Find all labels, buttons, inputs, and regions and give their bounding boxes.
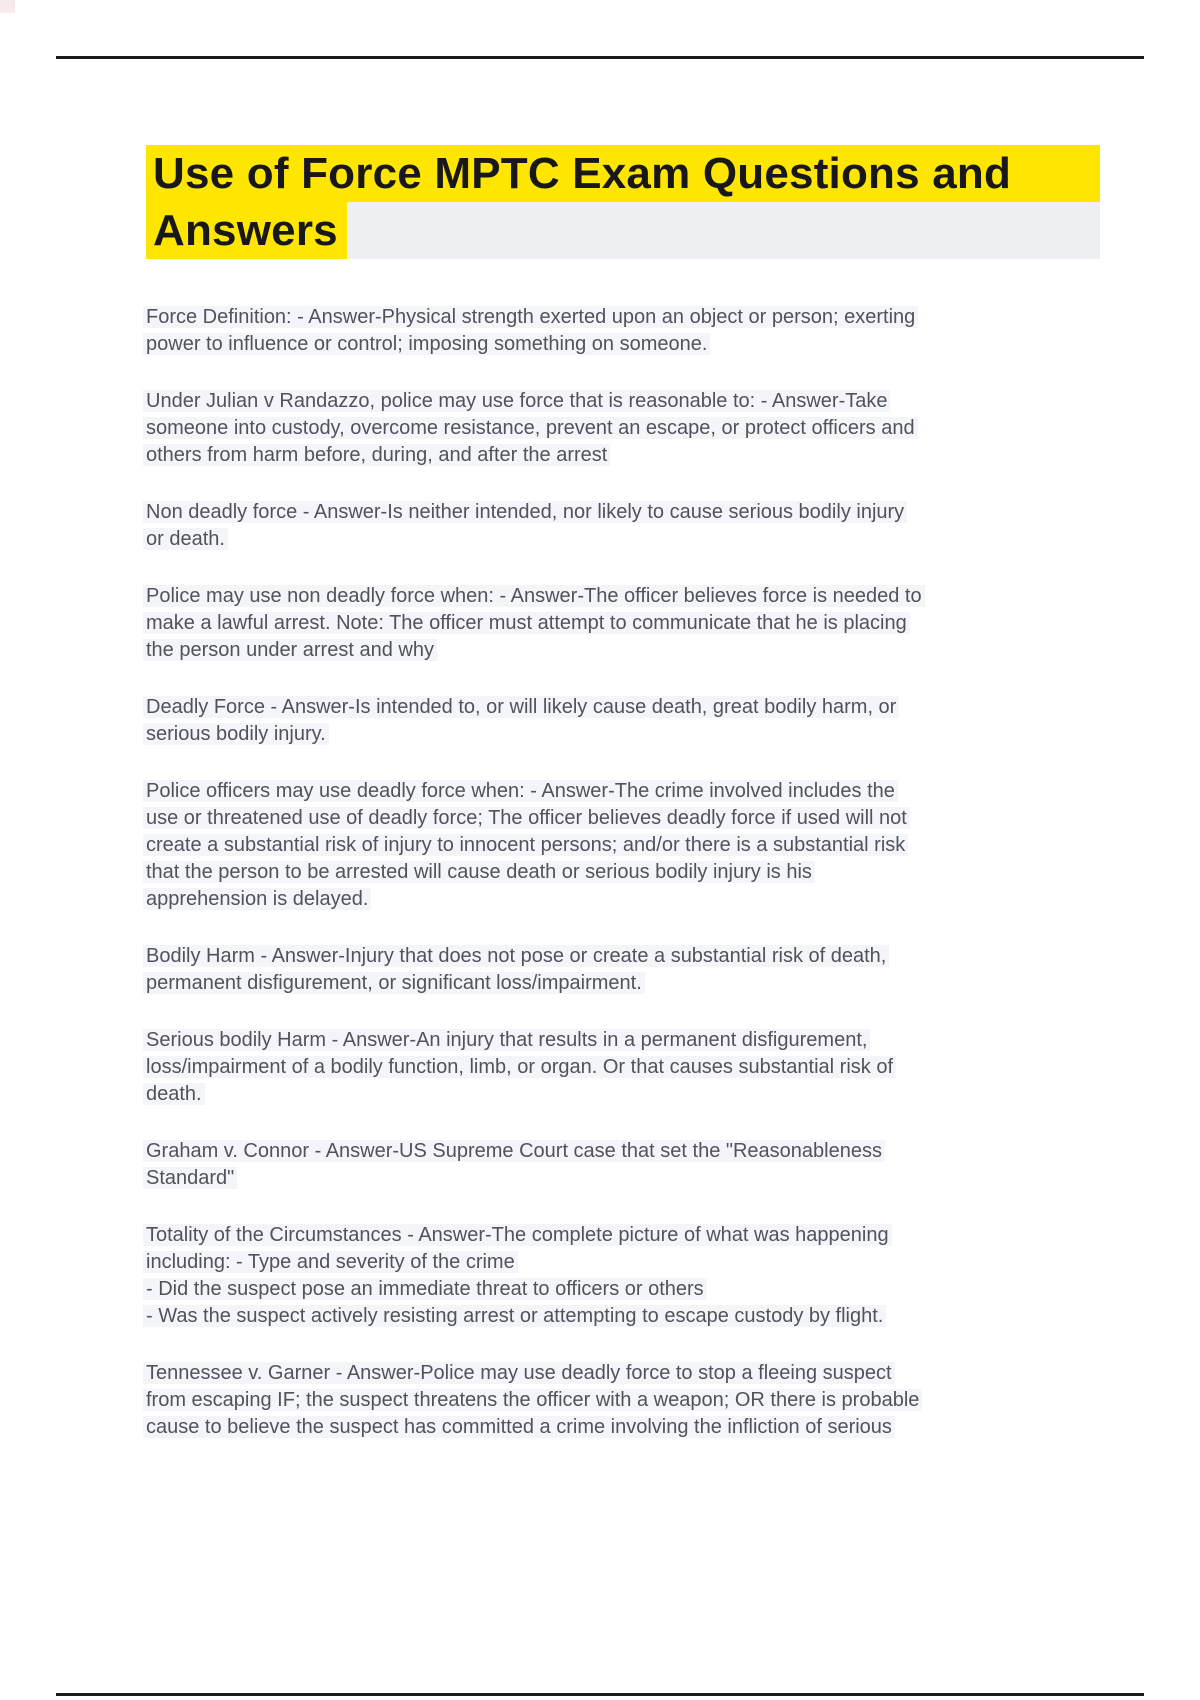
qa-line: use or threatened use of deadly force; The officer believes deadly force if used will not [143, 807, 910, 829]
qa-line: Bodily Harm - Answer-Injury that does not pose or create a substantial risk of death, [143, 945, 889, 967]
qa-line: Police may use non deadly force when: - Answer-The officer believes force is needed to [143, 585, 925, 607]
qa-line: apprehension is delayed. [143, 888, 371, 910]
qa-paragraph [146, 388, 1096, 469]
qa-line: others from harm before, during, and after the arrest [143, 444, 610, 466]
qa-paragraph [146, 694, 1096, 748]
qa-line: or death. [143, 528, 228, 550]
qa-line: Under Julian v Randazzo, police may use force that is reasonable to: - Answer-Take [143, 390, 890, 412]
qa-line: including: - Type and severity of the crime [143, 1251, 518, 1273]
qa-line: someone into custody, overcome resistance, prevent an escape, or protect officers and [143, 417, 918, 439]
qa-line: power to influence or control; imposing something on someone. [143, 333, 710, 355]
qa-line: Deadly Force - Answer-Is intended to, or will likely cause death, great bodily harm, or [143, 696, 899, 718]
qa-paragraphs [146, 304, 1096, 1471]
qa-paragraph [146, 1027, 1096, 1108]
bottom-rule [56, 1693, 1144, 1696]
qa-paragraph [146, 1360, 1096, 1441]
qa-line: - Was the suspect actively resisting arrest or attempting to escape custody by flight. [143, 1305, 886, 1327]
qa-line: permanent disfigurement, or significant loss/impairment. [143, 972, 645, 994]
qa-line: Totality of the Circumstances - Answer-The complete picture of what was happening [143, 1224, 892, 1246]
qa-paragraph [146, 583, 1096, 664]
qa-paragraph [146, 778, 1096, 913]
qa-paragraph [146, 499, 1096, 553]
title-gray-band [347, 202, 1100, 259]
page-title-line2 [146, 202, 1100, 259]
qa-line: cause to believe the suspect has committed a crime involving the infliction of serious [143, 1416, 895, 1438]
qa-line: Standard" [143, 1167, 237, 1189]
qa-line: - Did the suspect pose an immediate threat to officers or others [143, 1278, 707, 1300]
qa-line: make a lawful arrest. Note: The officer must attempt to communicate that he is placing [143, 612, 910, 634]
qa-paragraph [146, 1138, 1096, 1192]
qa-line: Serious bodily Harm - Answer-An injury that results in a permanent disfigurement, [143, 1029, 870, 1051]
qa-line: Tennessee v. Garner - Answer-Police may use deadly force to stop a fleeing suspect [143, 1362, 895, 1384]
qa-line: Graham v. Connor - Answer-US Supreme Court case that set the "Reasonableness [143, 1140, 885, 1162]
corner-smudge [0, 0, 15, 13]
qa-line: from escaping IF; the suspect threatens the officer with a weapon; OR there is probable [143, 1389, 922, 1411]
qa-line: death. [143, 1083, 205, 1105]
qa-line: the person under arrest and why [143, 639, 437, 661]
page-title [146, 145, 1100, 259]
page-title-line1: Use of Force MPTC Exam Questions and [146, 145, 1100, 202]
qa-line: that the person to be arrested will cause death or serious bodily injury is his [143, 861, 815, 883]
page-title-line2-text: Answers [146, 202, 347, 259]
qa-paragraph [146, 1222, 1096, 1330]
qa-line: serious bodily injury. [143, 723, 329, 745]
qa-line: Force Definition: - Answer-Physical strength exerted upon an object or person; exerting [143, 306, 918, 328]
qa-line: loss/impairment of a bodily function, limb, or organ. Or that causes substantial risk of [143, 1056, 896, 1078]
top-rule [56, 56, 1144, 59]
qa-line: Non deadly force - Answer-Is neither intended, nor likely to cause serious bodily injury [143, 501, 907, 523]
qa-line: create a substantial risk of injury to innocent persons; and/or there is a substantial risk [143, 834, 908, 856]
qa-line: Police officers may use deadly force when: - Answer-The crime involved includes the [143, 780, 898, 802]
qa-paragraph [146, 943, 1096, 997]
qa-paragraph [146, 304, 1096, 358]
